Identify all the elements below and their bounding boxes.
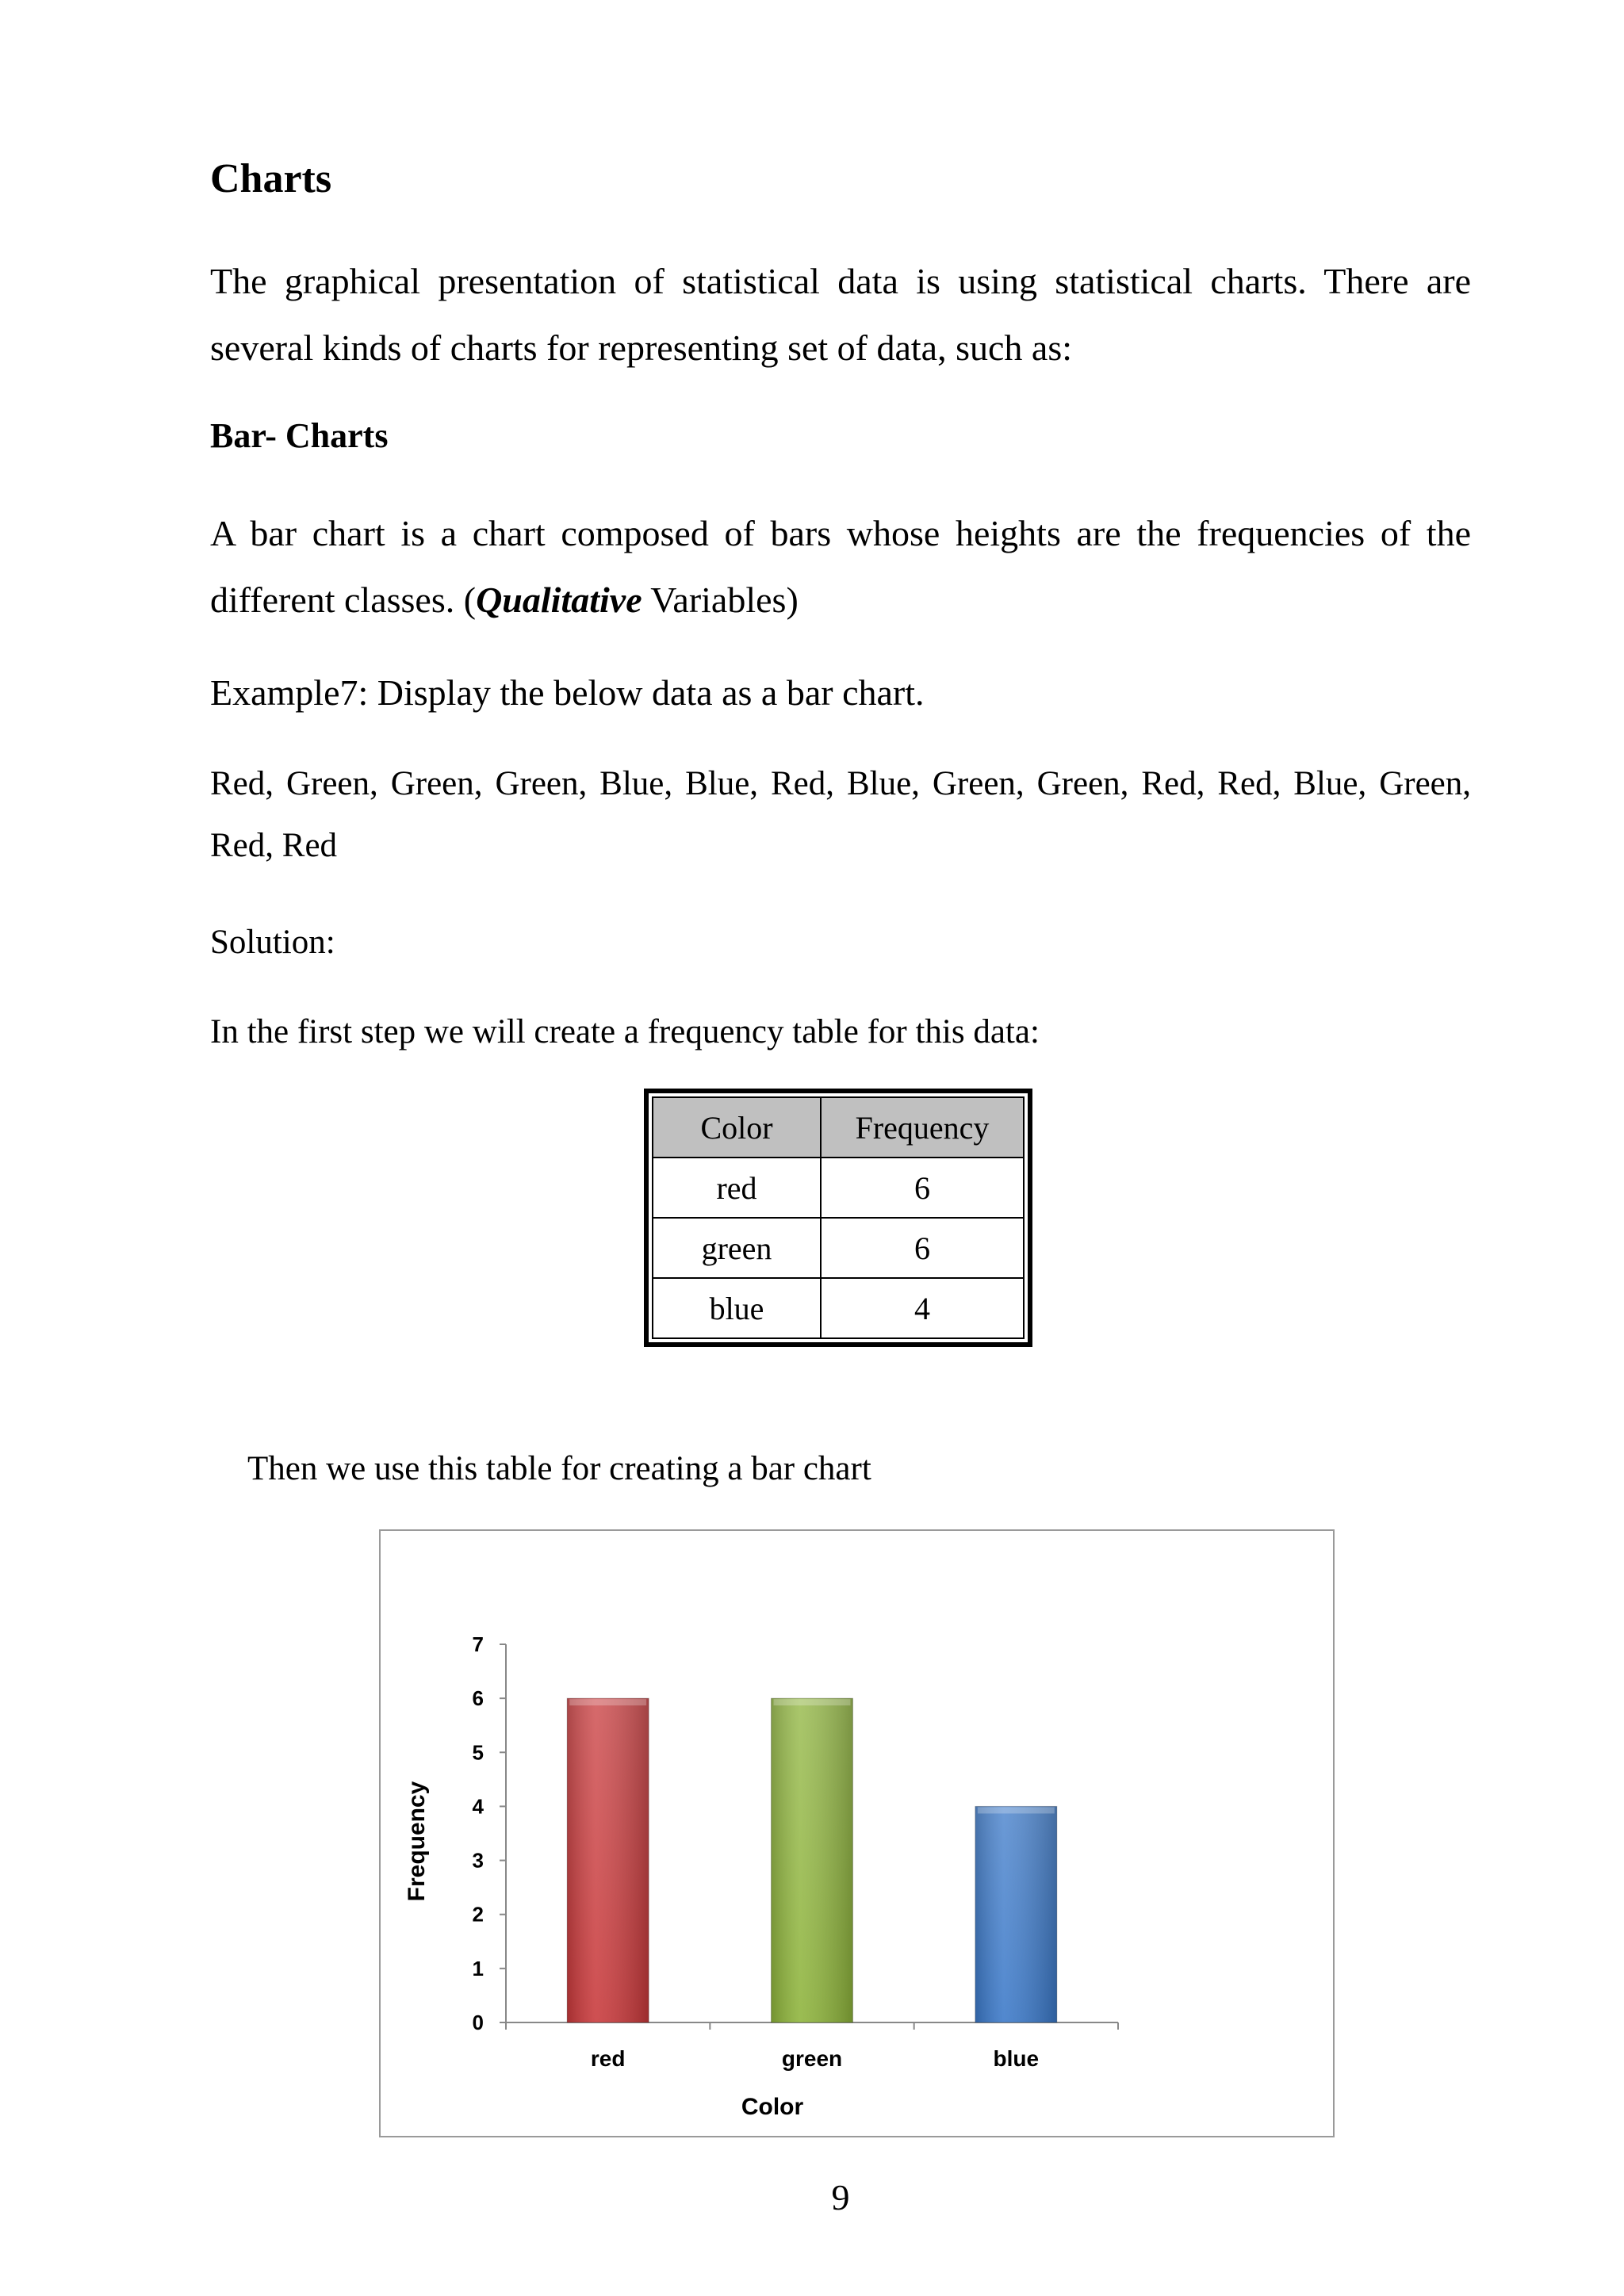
section-heading: Bar- Charts	[210, 416, 389, 455]
step-description: In the first step we will create a frequency table for this data:	[210, 1013, 1040, 1050]
bar-shading-red	[567, 1698, 649, 2022]
chart-intro: Then we use this table for creating a bar chart	[247, 1450, 871, 1487]
page-number: 9	[831, 2177, 850, 2218]
y-tick-label: 6	[472, 1686, 484, 1711]
table-cell: 4	[821, 1278, 1024, 1338]
definition-text-end: Variables)	[642, 580, 799, 620]
y-tick-label: 4	[472, 1794, 484, 1819]
table-cell: red	[653, 1158, 821, 1218]
frequency-table	[644, 1089, 1032, 1347]
y-tick-label: 2	[472, 1902, 484, 1927]
x-axis-title: Color	[741, 2094, 804, 2120]
x-tick-label: blue	[993, 2046, 1040, 2071]
intro-paragraph: The graphical presentation of statistical data is using statistical charts. There are several kinds of charts for representing set of data, such as:	[210, 261, 1471, 368]
table-row	[653, 1218, 1024, 1278]
bar-highlight-blue	[978, 1807, 1055, 1813]
table-header-cell: Frequency	[821, 1097, 1024, 1158]
table-row	[653, 1278, 1024, 1338]
y-tick-label: 5	[472, 1740, 484, 1765]
bar-highlight-red	[569, 1699, 646, 1705]
y-tick-label: 1	[472, 1956, 484, 1980]
x-tick-label: green	[781, 2046, 843, 2071]
table-header-row	[653, 1097, 1024, 1158]
bar-shading-green	[772, 1698, 853, 2022]
definition-paragraph	[210, 500, 1471, 633]
table-cell: green	[653, 1218, 821, 1278]
table-row	[653, 1158, 1024, 1218]
table-cell: 6	[821, 1218, 1024, 1278]
x-tick-label: red	[590, 2046, 626, 2071]
page-heading: Charts	[210, 156, 332, 201]
solution-label: Solution:	[210, 924, 335, 961]
bar-shading-blue	[975, 1806, 1057, 2022]
y-tick-label: 3	[472, 1848, 484, 1873]
bar-chart	[381, 1531, 1333, 2136]
y-axis-title: Frequency	[404, 1781, 430, 1902]
definition-emphasis: Qualitative	[476, 580, 642, 620]
data-list: Red, Green, Green, Green, Blue, Blue, Red, Blue, Green, Green, Red, Red, Blue, Green, Red, Red	[210, 765, 1471, 864]
definition-text-start: A bar chart is a chart composed of bars whose heights are the frequencies of the different classes. (	[210, 513, 1471, 620]
y-tick-label: 7	[472, 1632, 484, 1656]
table-cell: 6	[821, 1158, 1024, 1218]
bar-chart-frame	[379, 1529, 1335, 2137]
bar-highlight-green	[774, 1699, 851, 1705]
table-cell: blue	[653, 1278, 821, 1338]
table-header-cell: Color	[653, 1097, 821, 1158]
y-tick-label: 0	[472, 2011, 484, 2034]
example-statement: Example7: Display the below data as a bar chart.	[210, 672, 925, 713]
